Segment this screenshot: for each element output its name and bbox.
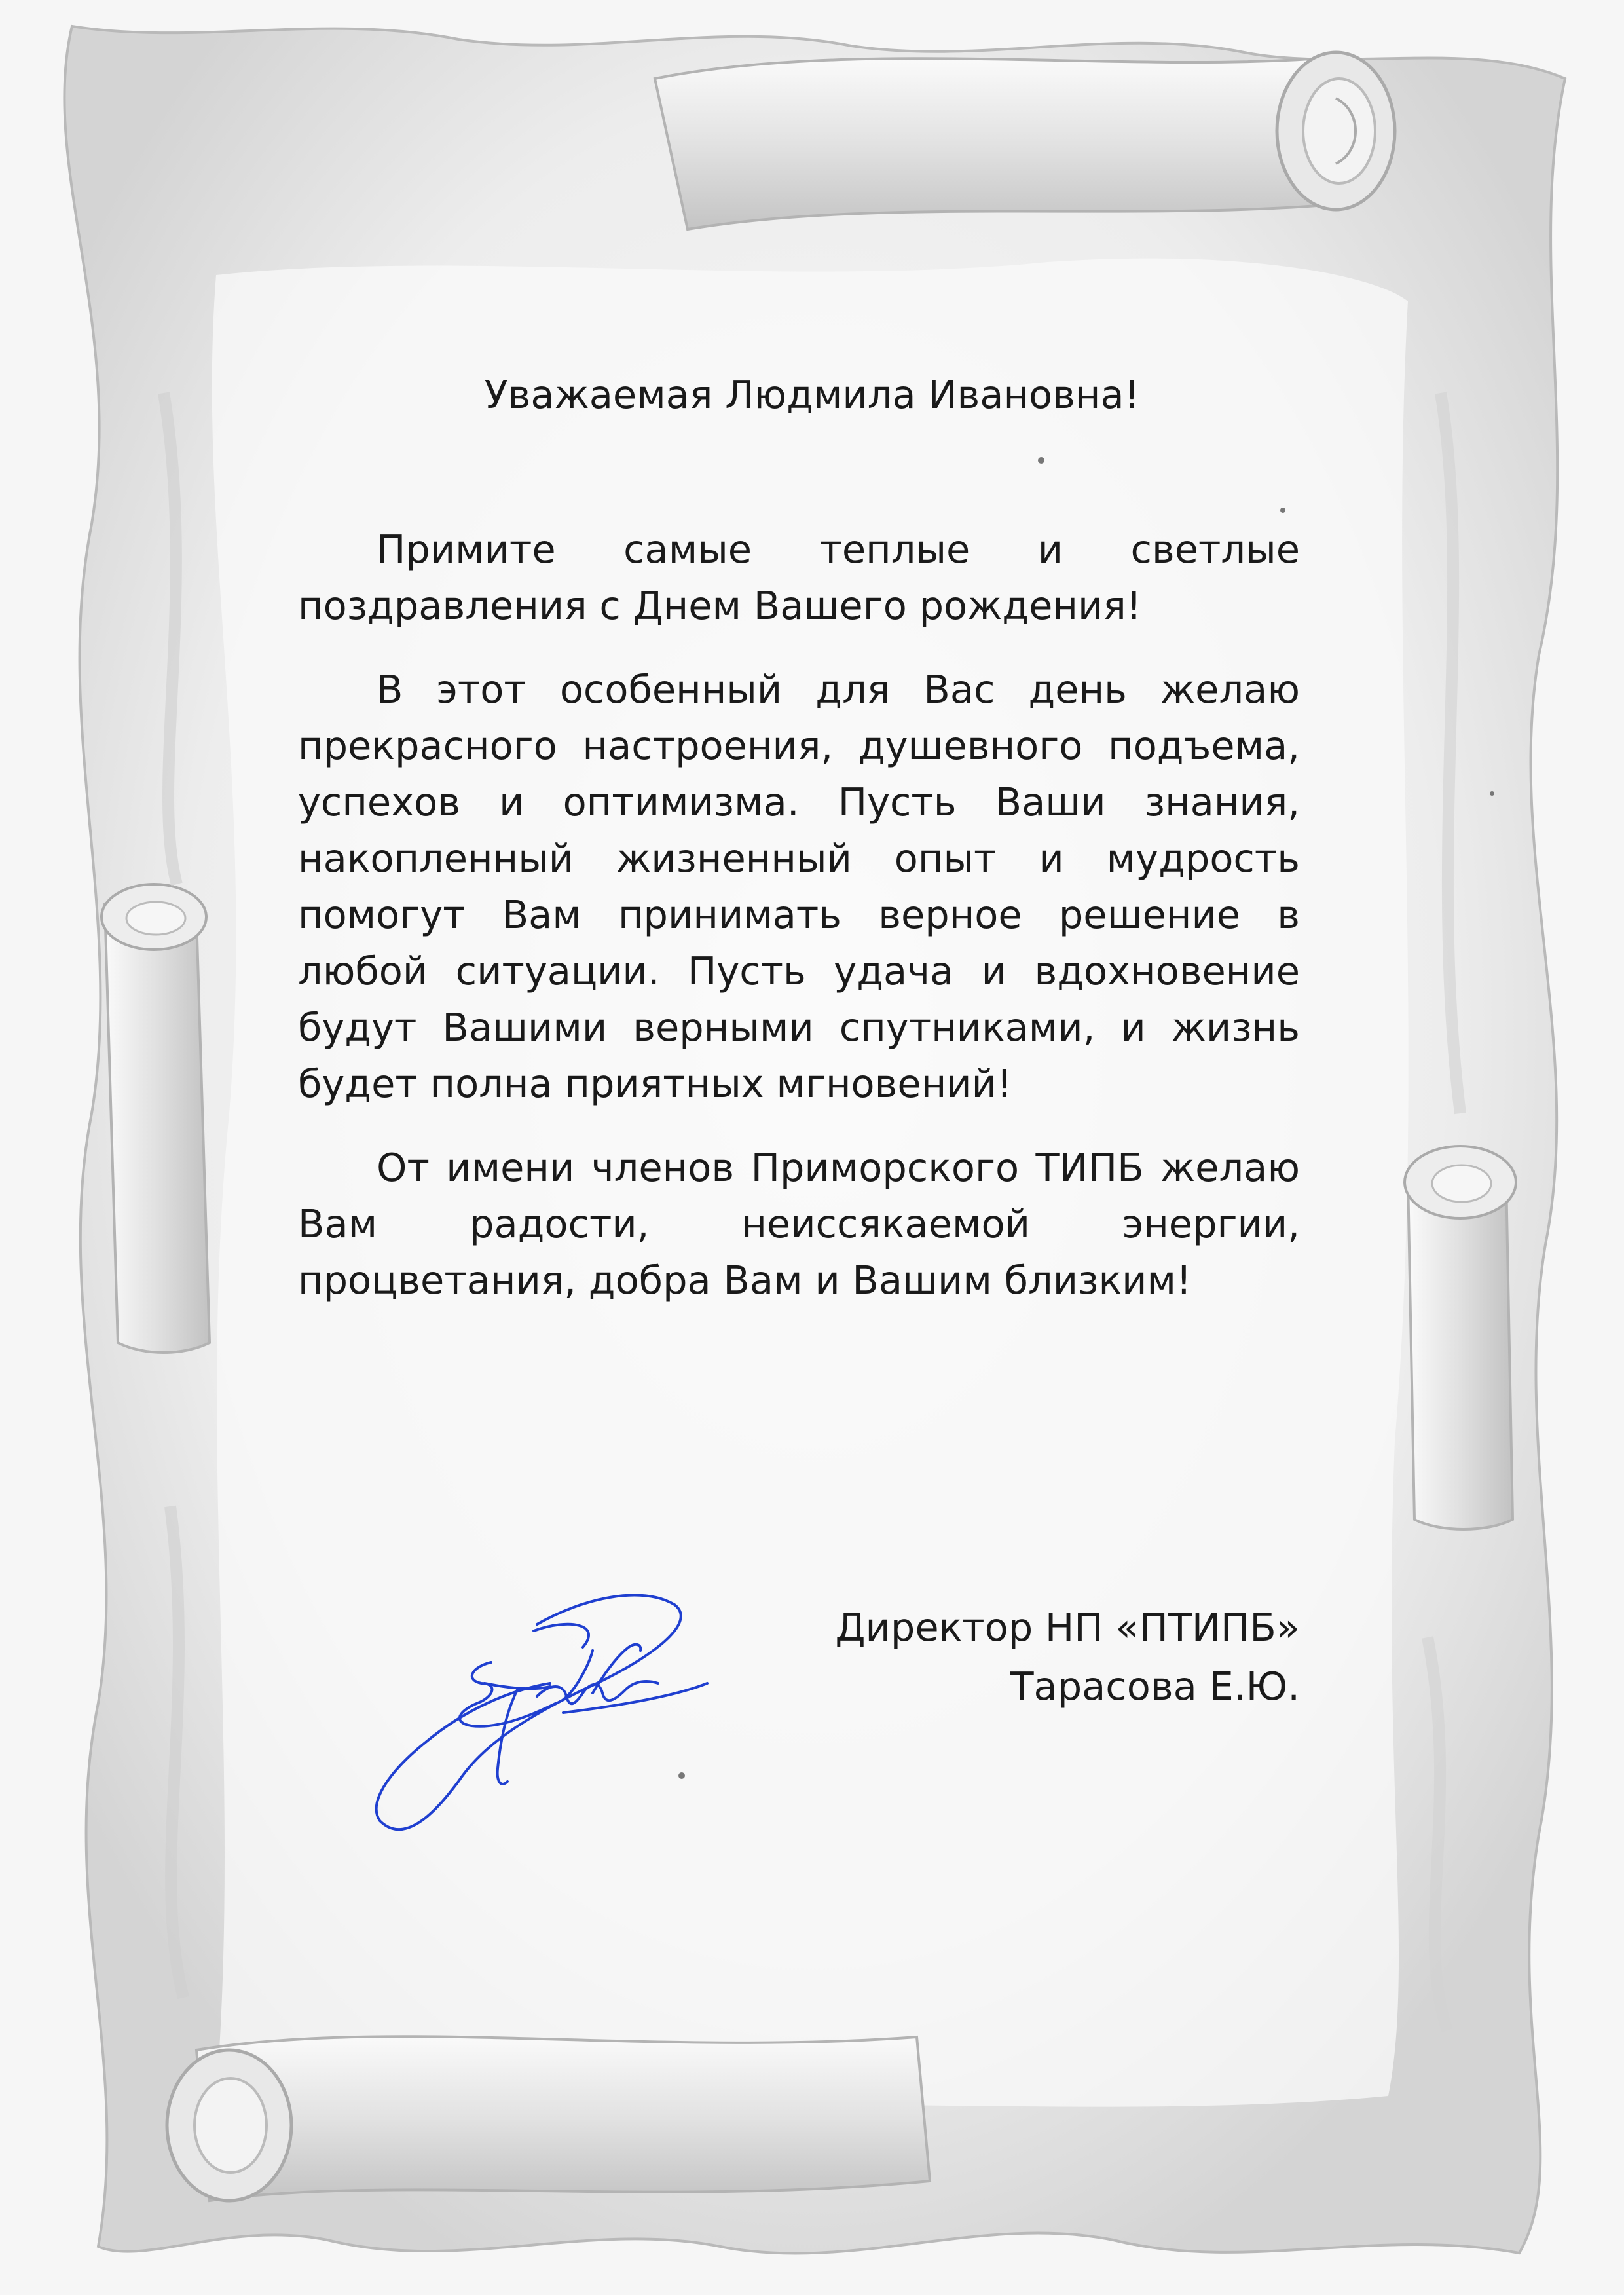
signatory-position: Директор НП «ПТИПБ» (835, 1605, 1300, 1650)
bottom-scroll-roll (167, 2036, 930, 2201)
signature-block (835, 1598, 1300, 1716)
left-scroll-roll (101, 884, 210, 1353)
paragraph-3: От имени членов Приморского ТИПБ желаю Вам радости, неиссякаемой энергии, процветания, добра Вам и Вашим близким! (298, 1145, 1300, 1303)
paragraph-1: Примите самые теплые и светлые поздравления с Днем Вашего рождения! (298, 527, 1300, 628)
letter-body (298, 367, 1300, 1336)
signatory-name: Тарасова Е.Ю. (1010, 1664, 1300, 1709)
speck (1490, 791, 1494, 796)
right-scroll-roll (1405, 1146, 1516, 1529)
greeting-heading: Уважаемая Людмила Ивановна! (484, 372, 1140, 417)
paragraph-2: В этот особенный для Вас день желаю прекрасного настроения, душевного подъема, успехов и оптимизма. Пусть Ваши знания, накопленный жизненный опыт и мудрость помогут Вам принимать верное решение в любой ситуации. Пусть удача и вдохновение будут Вашими верными спутниками, и жизнь будет полна приятных мгновений! (298, 667, 1300, 1106)
top-scroll-roll (655, 52, 1395, 229)
handwritten-signature (367, 1585, 733, 1847)
